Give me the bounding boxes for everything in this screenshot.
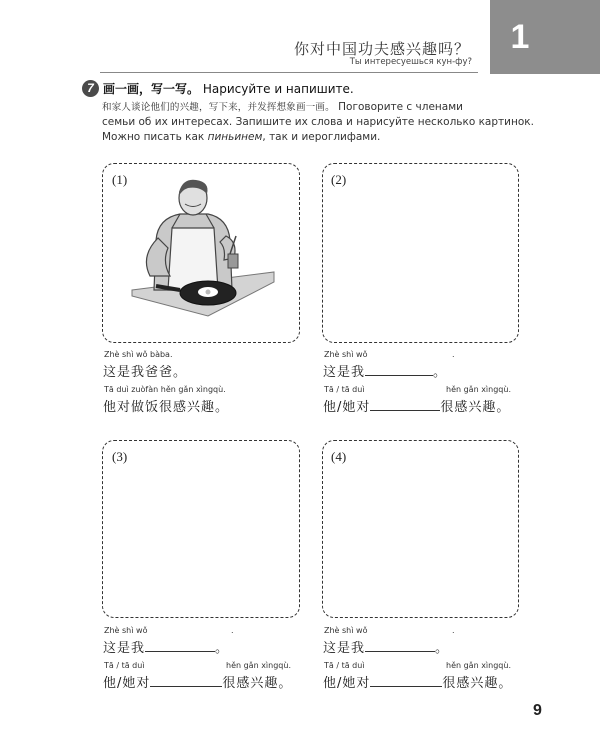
- drawing-box-1-label: (1): [112, 172, 128, 187]
- panel-3-sentence-2-end: 很感兴趣。: [222, 676, 293, 691]
- exercise-title-russian: Нарисуйте и напишите.: [202, 82, 354, 96]
- drawing-box-4[interactable]: [322, 440, 519, 618]
- panel-4-blank-2[interactable]: [370, 674, 442, 687]
- panel-4-pinyin-1-end: .: [452, 626, 455, 635]
- panel-4-sentence-1-end: 。: [435, 641, 450, 656]
- drawing-box-4-label: (4): [331, 449, 347, 464]
- panel-4-sentence-1: [323, 637, 449, 656]
- panel-3-sentence-1-start: 这是我: [103, 641, 146, 656]
- panel-2-sentence-1-start: 这是我: [323, 365, 366, 380]
- page-title-russian: Ты интересуешься кун-фу?: [349, 57, 472, 67]
- instruction-line-3-start: Можно писать как: [102, 131, 208, 143]
- panel-4-sentence-1-start: 这是我: [323, 641, 366, 656]
- panel-4-pinyin-2-end: hěn gǎn xìngqù.: [446, 661, 511, 670]
- panel-4-sentence-2: [323, 672, 512, 691]
- panel-2-pinyin-1-end: .: [452, 350, 455, 359]
- title-divider: [100, 72, 478, 73]
- drawing-box-3-label: (3): [112, 449, 128, 464]
- panel-4-blank-1[interactable]: [365, 639, 435, 652]
- panel-1-pinyin-2: Tā duì zuòfàn hěn gǎn xìngqù.: [104, 385, 226, 394]
- panel-2-pinyin-1: Zhè shì wǒ: [324, 350, 368, 359]
- panel-2-sentence-1: [323, 361, 447, 380]
- panel-3-blank-1[interactable]: [145, 639, 215, 652]
- panel-3-blank-2[interactable]: [150, 674, 222, 687]
- drawing-box-2-label: (2): [331, 172, 347, 187]
- instruction-line-3-emphasis: пиньинем: [207, 131, 263, 143]
- panel-4-sentence-2-end: 很感兴趣。: [442, 676, 513, 691]
- instruction-line-3-end: , так и иероглифами.: [262, 131, 381, 143]
- exercise-number-badge: 7: [82, 80, 99, 97]
- panel-1-pinyin-1: Zhè shì wǒ bàba.: [104, 350, 173, 359]
- exercise-instructions: [102, 100, 534, 145]
- panel-3-pinyin-1-end: .: [231, 626, 234, 635]
- panel-2-sentence-2-start: 他/她对: [323, 400, 371, 415]
- panel-3-sentence-2: [103, 672, 292, 691]
- panel-4-pinyin-1: Zhè shì wǒ: [324, 626, 368, 635]
- panel-2-sentence-2-end: 很感兴趣。: [440, 400, 511, 415]
- drawing-box-3[interactable]: [102, 440, 300, 618]
- exercise-title: [103, 80, 354, 97]
- panel-3-pinyin-1: Zhè shì wǒ: [104, 626, 148, 635]
- panel-2-sentence-2: [323, 396, 510, 415]
- panel-2-blank-1[interactable]: [365, 363, 433, 376]
- panel-4-pinyin-2: Tā / tā duì: [324, 661, 365, 670]
- panel-1-sentence-1: 这是我爸爸。: [103, 365, 188, 380]
- page-title-chinese: 你对中国功夫感兴趣吗？: [293, 40, 470, 58]
- instruction-line-2: семьи об их интересах. Запишите их слова и нарисуйте несколько картинок.: [102, 116, 534, 128]
- panel-1-sentence-2: 他对做饭很感兴趣。: [103, 400, 230, 415]
- instruction-line-1: Поговорите с членами: [338, 101, 463, 113]
- panel-3-sentence-1-end: 。: [215, 641, 230, 656]
- unit-number: 1: [510, 18, 530, 56]
- panel-3-sentence-1: [103, 637, 229, 656]
- panel-2-pinyin-2-end: hěn gǎn xìngqù.: [446, 385, 511, 394]
- exercise-title-chinese: 画一画，写一写。: [103, 82, 200, 96]
- instruction-chinese: 和家人谈论他们的兴趣，写下来，并发挥想象画一画。: [102, 102, 335, 113]
- panel-2-sentence-1-end: 。: [433, 365, 448, 380]
- panel-4-sentence-2-start: 他/她对: [323, 676, 371, 691]
- panel-3-pinyin-2: Tā / tā duì: [104, 661, 145, 670]
- drawing-box-2[interactable]: [322, 163, 519, 343]
- panel-2-blank-2[interactable]: [370, 398, 440, 411]
- panel-2-pinyin-2: Tā / tā duì: [324, 385, 365, 394]
- panel-3-sentence-2-start: 他/她对: [103, 676, 151, 691]
- page-number: 9: [533, 702, 542, 719]
- panel-3-pinyin-2-end: hěn gǎn xìngqù.: [226, 661, 291, 670]
- father-cooking-illustration: [128, 178, 278, 328]
